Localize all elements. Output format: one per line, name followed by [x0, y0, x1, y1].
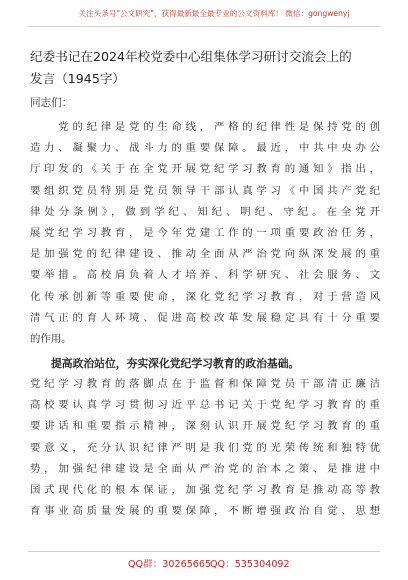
- footer-divider: [28, 551, 380, 552]
- page-header: [0, 0, 408, 30]
- paragraph-line: 清气正的育人环境、促进高校改革发展稳定具有十分重要: [30, 311, 380, 324]
- title-line-1: 纪委书记在2024年校党委中心组集体学习研讨交流会上的: [30, 49, 352, 64]
- paragraph-2: [30, 374, 380, 522]
- document-title: [30, 46, 382, 90]
- page-footer: [0, 551, 408, 573]
- title-line-2: 发言（1945字）: [30, 71, 126, 86]
- paragraph-line: 育事业高质量发展的重要保障，不断增强政治自觉、思想: [30, 505, 380, 518]
- header-divider: [28, 26, 380, 27]
- paragraph-line: 化传承创新等重要使命，深化党纪学习教育，对于营造风: [30, 290, 380, 303]
- paragraph-line: 展党纪学习教育，是今年党建工作的一项重要政治任务，: [30, 227, 380, 240]
- paragraph-line: 党纪学习教育的落脚点在于监督和保障党员干部清正廉洁: [30, 378, 380, 390]
- paragraph-line: 国式现代化的根本保证，加强党纪学习教育是推动高等教: [30, 484, 380, 497]
- paragraph-line: 要组织党员特别是党员领导干部认真学习《中国共产党纪: [30, 184, 380, 197]
- paragraph-1: [30, 117, 380, 350]
- paragraph-line: 高校要认真学习贯彻习近平总书记关于党纪学习教育的重: [30, 399, 380, 412]
- paragraph-line: 要举措。高校肩负着人才培养、科学研究、社会服务、文: [30, 269, 380, 282]
- greeting: 同志们：: [30, 97, 73, 109]
- qq-contact-number: QQ：535304092: [210, 559, 290, 570]
- paragraph-line: 势，加强纪律建设是全面从严治党的治本之策、是推进中: [30, 462, 380, 475]
- paragraph-line: 造力、凝聚力、战斗力的重要保障。最近，中共中央办公: [30, 142, 380, 155]
- paragraph-line: 的作用。: [30, 333, 72, 346]
- paragraph-line: 要讲话和重要指示精神，深刻认识开展党纪学习教育的重: [30, 420, 380, 433]
- paragraph-line: 是加强党的纪律建设、推动全面从严治党向纵深发展的重: [30, 248, 380, 261]
- section-heading: 提高政治站位，夯实深化党纪学习教育的政治基础。: [51, 357, 300, 370]
- qq-group-number: QQ群：30265665: [128, 559, 212, 570]
- header-notice: 关注头条号"公文研究"，获得最新最全最专业的公文资料库！ 微信：gongwenyj: [78, 9, 350, 18]
- paragraph-line: 律处分条例》，做到学纪、知纪、明纪、守纪。在全党开: [30, 205, 380, 218]
- paragraph-line: 党的纪律是党的生命线，严格的纪律性是保持党的创: [30, 121, 380, 133]
- paragraph-line: 厅印发的《关于在全党开展党纪学习教育的通知》指出，: [30, 163, 380, 176]
- paragraph-line: 要意义，充分认识纪律严明是我们党的光荣传统和独特优: [30, 441, 380, 454]
